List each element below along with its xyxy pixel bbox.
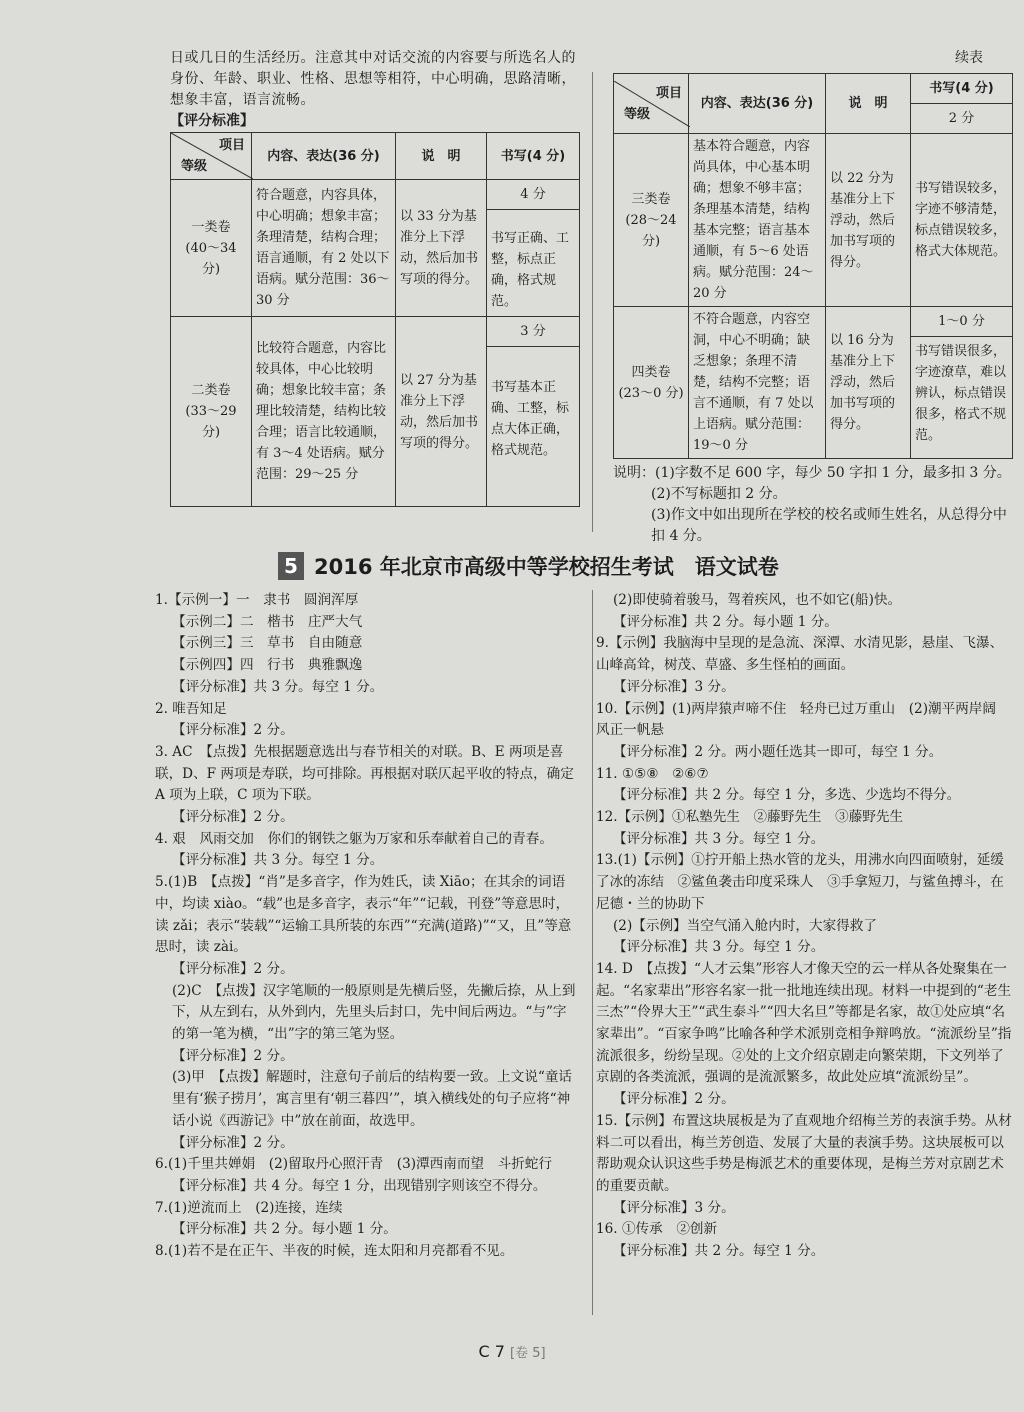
continued-label: 续表 [955,50,983,66]
answer-line: 8.(1)若不是在正午、半夜的时候，连太阳和月亮都看不见。 [155,1243,514,1260]
grade-name: 三类卷 [631,191,671,207]
top-left-column [170,48,580,507]
note-line: (2)不写标题扣 2 分。 [651,486,787,502]
content-cell: 符合题意，内容具体，中心明确；想象丰富；条理清楚，结构合理；语言通顺，有 2 处以下语病。赋分范围：36～30 分 [252,180,396,317]
writing-desc: 书写错误很多，字迹潦草，难以辨认，标点错误很多，格式不规范。 [915,344,1007,443]
answer-line: 7.(1)逆流而上 (2)连接，连续 [155,1199,343,1216]
page-footer [0,1342,1024,1361]
answer-line: 11. ①⑤⑧ ②⑥⑦ [596,765,709,782]
corner-header [614,74,689,134]
header-note: 说 明 [826,74,911,134]
answer-line: 16. ①传承 ②创新 [596,1221,718,1238]
note-cell: 以 22 分为基准分上下浮动，然后加书写项的得分。 [826,134,911,307]
answer-line: 1.【示例一】一 隶书 圆润浑厚 [155,592,359,608]
table-notes [613,463,1013,547]
answer-line: 3. AC 【点拨】先根据题意选出与春节相关的对联。B、E 两项是喜联，D、F 两项是寿联，均可排除。再根据对联仄起平收的特点，确定 A 项为上联，C 项为下联。 [155,743,574,804]
grade-cell [171,180,252,317]
answer-line: (2)C 【点拨】汉字笔顺的一般原则是先横后竖，先撇后捺，从上到下，从左到右，从外到内，先里头后封口，先中间后两边。“与”字的第一笔为横，“出”字的第三笔为竖。 [172,982,576,1043]
content-cell: 比较符合题意，内容比较具体，中心比较明确；想象比较丰富；条理比较清楚，结构比较合理；语言比较通顺，有 3～4 处语病。赋分范围：29～25 分 [252,317,396,507]
answer-line: 【评分标准】3 分。 [613,1199,735,1216]
corner-bottom-label: 等级 [181,159,208,174]
writing-cell [487,180,580,317]
header-writing-label: 书写(4 分) [911,74,1012,104]
grade-name: 一类卷 [191,219,231,235]
answer-line: (2)【示例】当空气涌入舱内时，大家得救了 [613,917,877,934]
answer-line: 【评分标准】共 3 分。每空 1 分。 [613,830,825,847]
answer-line: 【评分标准】2 分。 [172,1134,294,1151]
answer-line: 【评分标准】2 分。两小题任选其一即可，每空 1 分。 [613,743,943,760]
answer-line: 【评分标准】2 分。 [613,1091,735,1108]
writing-score: 4 分 [487,180,579,210]
section-number: 5 [278,552,304,580]
answer-line: 【评分标准】共 3 分。每空 1 分。 [172,678,384,695]
header-writing: 书写(4 分) [487,133,580,180]
header-writing [911,74,1013,134]
answer-line: 10.【示例】(1)两岸猿声啼不住 轻舟已过万重山 (2)潮平两岸阔 风正一帆悬 [596,700,1010,739]
content-cell: 基本符合题意，内容尚具体，中心基本明确；想象不够丰富；条理基本清楚，结构基本完整；语言基本通顺，有 5～6 处语病。赋分范围：24～20 分 [689,134,826,307]
grade-cell [614,134,689,307]
grade-range: (28～24 分) [625,212,677,249]
corner-top-label: 项目 [218,138,245,153]
answer-line: (3)甲 【点拨】解题时，注意句子前后的结构要一致。上文说“童话里有‘猴子捞月’，寓言里有‘朝三暮四’”，填入横线处的句子应将“神话小说《西游记》中”放在前面，故选甲。 [172,1069,573,1129]
note-cell: 以 33 分为基准分上下浮动，然后加书写项的得分。 [396,180,487,317]
section-title [278,549,918,583]
answer-line: 13.(1)【示例】①拧开船上热水管的龙头，用沸水向四面喷射，延缓了冰的冻结 ②鲨鱼袭击印度采珠人 ③手拿短刀，与鲨鱼搏斗，在尼德・兰的协助下 [596,852,1004,912]
answer-line: 【评分标准】2 分。 [172,1047,294,1064]
answer-line: 【评分标准】共 2 分。每小题 1 分。 [172,1221,397,1238]
grading-table-left [170,132,580,507]
top-right-column [613,48,1013,547]
answer-line: 4. 艰 风雨交加 你们的钢铁之躯为万家和乐奉献着自己的青春。 [155,830,553,847]
answer-line: 【示例四】四 行书 典雅飘逸 [172,657,363,674]
answer-line: 9.【示例】我脑海中呈现的是急流、深潭、水清见影，悬崖、飞瀑、山峰高耸，树茂、草盛、多生怪柏的画面。 [596,635,1004,674]
answer-line: 【评分标准】3 分。 [613,678,735,695]
grading-table-right [613,73,1013,459]
header-content: 内容、表达(36 分) [252,133,396,180]
corner-header [171,133,252,180]
answer-line: 【评分标准】2 分。 [172,960,294,977]
top-score: 2 分 [948,111,975,126]
answers-left-column [155,590,580,1263]
writing-desc: 书写正确、工整，标点正确，格式规范。 [491,231,570,309]
writing-cell: 书写错误较多，字迹不够清楚，标点错误较多，格式大体规范。 [911,134,1013,307]
answer-line: 12.【示例】①私塾先生 ②藤野先生 ③藤野先生 [596,809,904,826]
grade-cell [614,307,689,459]
answer-line: 6.(1)千里共婵娟 (2)留取丹心照汗青 (3)潭西南而望 斗折蛇行 [155,1156,552,1173]
grade-name: 四类卷 [631,364,671,380]
page-sub-label: [卷 5] [509,1346,546,1361]
header-content: 内容、表达(36 分) [689,74,826,134]
grade-cell [171,317,252,507]
answer-line: 2. 唯吾知足 [155,700,227,717]
grade-range: (23～0 分) [618,385,684,401]
answer-line: 【评分标准】2 分。 [172,809,294,826]
answer-line: 【评分标准】共 3 分。每空 1 分。 [172,852,384,869]
content-cell: 不符合题意，内容空洞，中心不明确；缺乏想象；条理不清楚，结构不完整；语言不通顺，有 7 处以上语病。赋分范围：19～0 分 [689,307,826,459]
corner-bottom-label: 等级 [624,106,651,122]
grade-name: 二类卷 [191,383,231,398]
writing-score: 3 分 [487,317,579,347]
answer-line: 【评分标准】共 3 分。每空 1 分。 [613,939,825,956]
writing-cell [487,317,580,507]
writing-score: 1～0 分 [911,307,1012,337]
grade-range: (40～34 分) [185,240,237,277]
criteria-label: 【评分标准】 [170,113,254,129]
answer-line: 【示例二】二 楷书 庄严大气 [172,613,363,630]
essay-requirement-text: 日或几日的生活经历。注意其中对话交流的内容要与所选名人的身份、年龄、职业、性格、思想等相符，中心明确，思路清晰，想象丰富，语言流畅。 [170,50,576,108]
answer-line: (2)即使骑着骏马，驾着疾风，也不如它(船)快。 [613,592,902,608]
corner-top-label: 项目 [655,85,682,101]
writing-cell [911,307,1013,459]
answer-line: 15.【示例】布置这块展板是为了直观地介绍梅兰芳的表演手势。从材料二可以看出，梅兰芳创造、发展了大量的表演手势。这块展板可以帮助观众认识这些手势是梅派艺术的重要体现，是梅兰芳对京剧艺术的重要贡献。 [596,1112,1012,1194]
answer-line: 5.(1)B 【点拨】“肖”是多音字，作为姓氏，读 Xiāo；在其余的词语中，均读 xiào。“载”也是多音字，表示“年”“记载，刊登”等意思时，读 zǎi；表示“装载”“运输工具所装的东西”“充满(道路)”“又，且”等意思时，读 zài。 [155,874,572,956]
answer-line: 14. D 【点拨】“人才云集”形容人才像天空的云一样从各处聚集在一起。“名家辈出”形容名家一批一批地连续出现。材料一中提到的“老生三杰”“伶界大王”“武生泰斗”“四大名旦”等都是名家，故①处应填“名家辈出”。“百家争鸣”比喻各种学术派别竞相争辩鸣放。“流派纷呈”指流派很多，纷纷呈现。②处的上文介绍京剧走向繁荣期，下文列举了京剧的各类流派，强调的是流派繁多，故此处应填“流派纷呈”。 [596,960,1012,1086]
note-cell: 以 27 分为基准分上下浮动，然后加书写项的得分。 [396,317,487,507]
section-title-text: 2016 年北京市高级中等学校招生考试 语文试卷 [314,555,779,579]
column-divider [592,590,593,1315]
column-divider [592,72,593,532]
header-note: 说 明 [396,133,487,180]
note-cell: 以 16 分为基准分上下浮动，然后加书写项的得分。 [826,307,911,459]
page-number: C 7 [478,1342,505,1361]
answer-line: 【评分标准】共 2 分。每空 1 分。 [613,1243,825,1260]
answer-line: 【评分标准】2 分。 [172,722,294,739]
note-line: 说明：(1)字数不足 600 字，每少 50 字扣 1 分，最多扣 3 分。 [613,465,1011,481]
grade-range: (33～29 分) [185,404,237,440]
answers-right-column [596,590,1016,1263]
note-line: (3)作文中如出现所在学校的校名或师生姓名，从总得分中扣 4 分。 [651,507,1007,544]
answer-line: 【示例三】三 草书 自由随意 [172,635,363,652]
answer-line: 【评分标准】共 2 分。每空 1 分，多选、少选均不得分。 [613,787,961,804]
answer-line: 【评分标准】共 2 分。每小题 1 分。 [613,613,838,630]
answer-line: 【评分标准】共 4 分。每空 1 分，出现错别字则该空不得分。 [172,1177,547,1194]
writing-desc: 书写基本正确、工整，标点大体正确，格式规范。 [491,380,570,458]
